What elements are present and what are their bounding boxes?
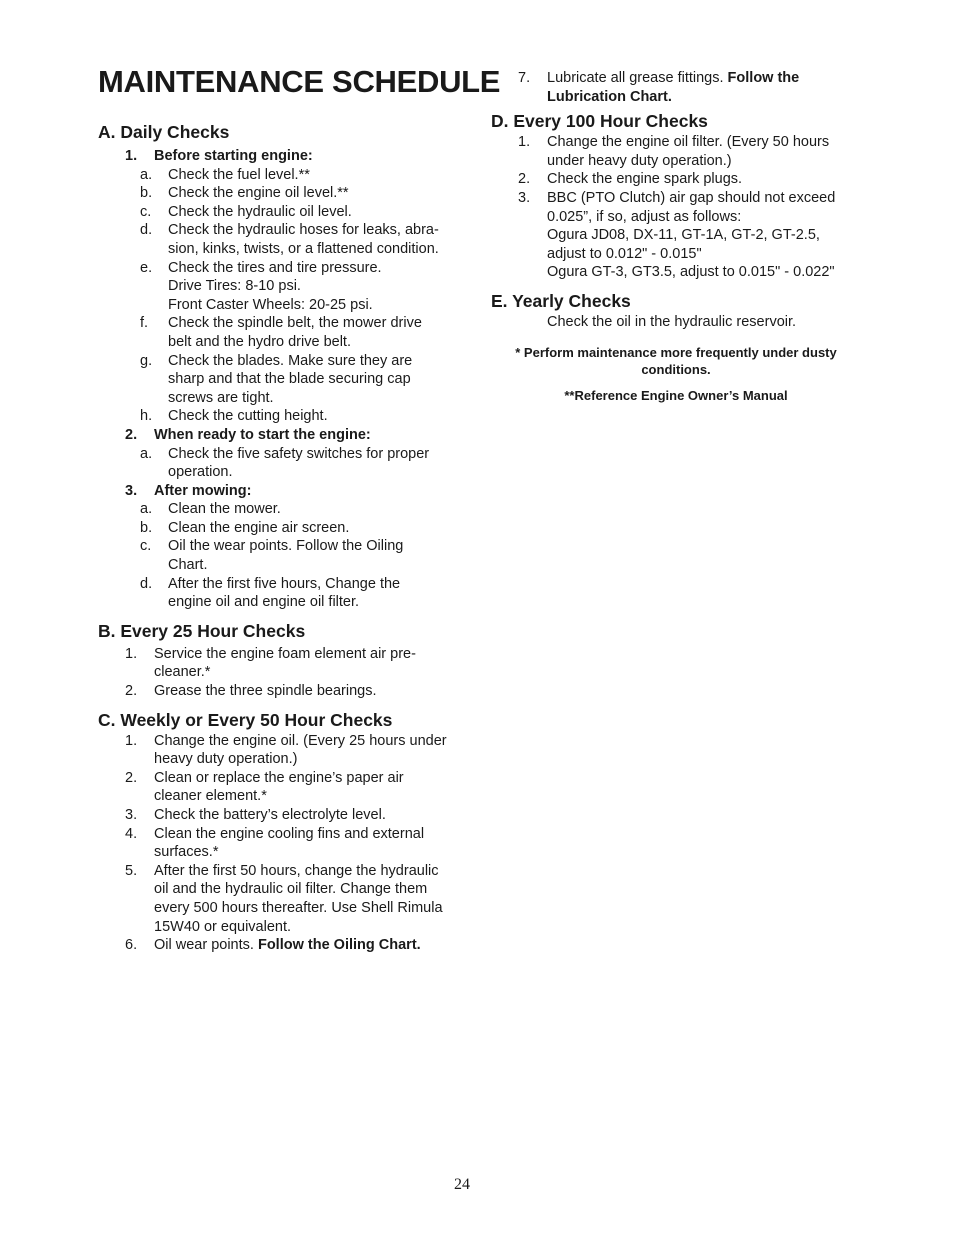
yearly-check-text: Check the oil in the hydraulic reservoir. — [547, 313, 797, 330]
section-d-heading: D. Every 100 Hour Checks — [491, 111, 708, 132]
list-item: 3. Check the battery’s electrolyte level. — [125, 807, 386, 823]
list-item: 7. Lubricate all grease fittings. Follow the Lubrication Chart. — [518, 70, 800, 105]
right-column — [491, 69, 861, 404]
list-item: f. Check the spindle belt, the mower drive belt and the hydro drive belt. — [140, 315, 422, 350]
list-item: 2. Check the engine spark plugs. — [518, 171, 743, 188]
list-item: h. Check the cutting height. — [140, 408, 328, 425]
list-25-hour — [98, 645, 468, 701]
list-item: d. Check the hydraulic hoses for leaks, abra- sion, kinks, twists, or a flattened condition. — [140, 222, 439, 257]
page-number: 24 — [454, 1176, 470, 1193]
page-title: MAINTENANCE SCHEDULE — [98, 64, 501, 99]
list-item: a. Clean the mower. — [140, 501, 281, 518]
list-item: 4. Clean the engine cooling fins and external surfaces.* — [125, 825, 425, 861]
list-item: b. Check the engine oil level.** — [140, 185, 349, 202]
footnote-dusty-conditions: * Perform maintenance more frequently under dusty conditions. — [515, 344, 837, 377]
list-item: a. Check the fuel level.** — [140, 166, 310, 183]
list-item: 1. Change the engine oil. (Every 25 hours under heavy duty operation.) — [125, 732, 447, 768]
list-item: 5. After the first 50 hours, change the hydraulic oil and the hydraulic oil filter. Change them every 500 hours thereafter. Use Shell Rimula 15W40 or equivalent. — [125, 862, 443, 935]
list-item: 1. Change the engine oil filter. (Every 50 hours under heavy duty operation.) — [518, 134, 830, 169]
footnote-engine-manual: **Reference Engine Owner’s Manual — [564, 387, 788, 403]
list-after-mowing — [98, 500, 468, 612]
list-item: 2. Clean or replace the engine’s paper air cleaner element.* — [125, 769, 404, 805]
list-50-hour — [98, 732, 468, 937]
subheading-ready-to-start: 2. When ready to start the engine: — [125, 426, 371, 443]
list-item: b. Clean the engine air screen. — [140, 519, 350, 536]
subheading-before-starting: 1. Before starting engine: — [125, 148, 313, 164]
subheading-after-mowing: 3. After mowing: — [125, 482, 252, 499]
section-b-heading: B. Every 25 Hour Checks — [98, 620, 306, 641]
list-100-hour — [491, 133, 861, 282]
list-item: g. Check the blades. Make sure they are sharp and that the blade securing cap screws are tight. — [140, 352, 413, 406]
section-c-heading: C. Weekly or Every 50 Hour Checks — [98, 709, 393, 730]
list-item: d. After the first five hours, Change the engine oil and engine oil filter. — [140, 575, 401, 611]
list-item: 3. BBC (PTO Clutch) air gap should not exceed 0.025”, if so, adjust as follows: Ogura JD08, DX-11, GT-1A, GT-2, GT-2.5, adjust to 0.012" - 0.015" Ogura GT-3, GT3.5, adjust to 0.015" - 0.022" — [518, 189, 836, 281]
list-item: c. Oil the wear points. Follow the Oiling Chart. — [140, 538, 404, 574]
list-item: 1. Service the engine foam element air pre- cleaner.* — [125, 645, 416, 681]
list-item: e. Check the tires and tire pressure. Drive Tires: 8-10 psi. Front Caster Wheels: 20-25 psi. — [140, 259, 382, 313]
list-before-starting — [98, 166, 468, 426]
left-column — [98, 120, 468, 955]
section-a-heading: A. Daily Checks — [98, 122, 230, 142]
list-item: c. Check the hydraulic oil level. — [140, 203, 352, 220]
list-item: 2. Grease the three spindle bearings. — [125, 683, 377, 700]
section-e-heading: E. Yearly Checks — [491, 290, 631, 311]
list-item: 6. Oil wear points. Follow the Oiling Chart. — [125, 937, 421, 954]
list-item: a. Check the five safety switches for proper operation. — [140, 445, 430, 481]
list-ready-to-start — [98, 445, 468, 482]
